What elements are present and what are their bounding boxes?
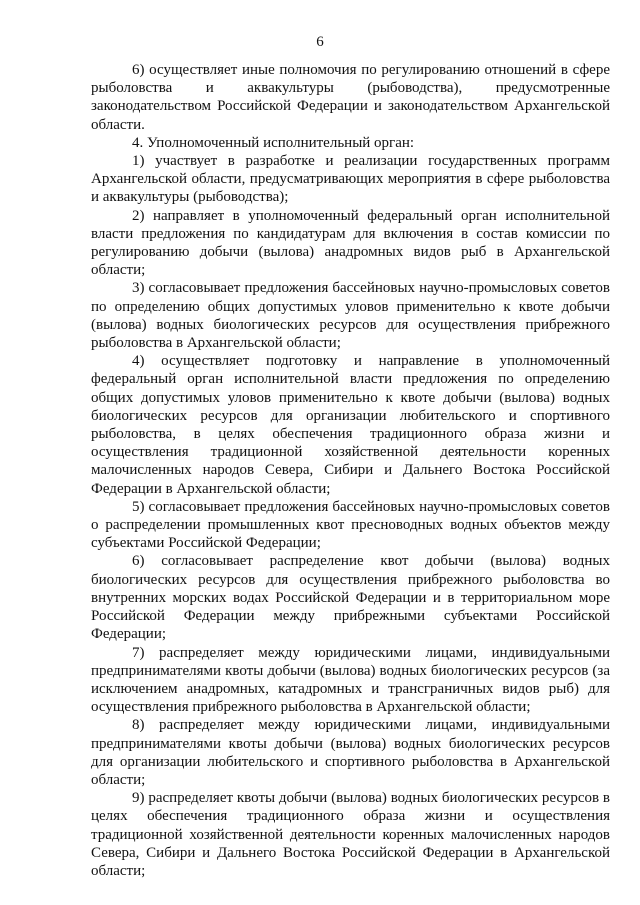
paragraph-item-6-other-powers: 6) осуществляет иные полномочия по регулированию отношений в сфере рыболовства и аквакультуры (рыбоводства), предусмотренные законодательством Российской Федерации и законодательством Архангельской области. [91,62,610,133]
paragraph-item-9: 9) распределяет квоты добычи (вылова) водных биологических ресурсов в целях обеспечения традиционного образа жизни и осуществления традиционной хозяйственной деятельности коренных малочисленных народов Севера, Сибири и Дальнего Востока Российской Федерации в Архангельской области; [91,790,610,879]
paragraph-item-3: 3) согласовывает предложения бассейновых научно-промысловых советов по определению общих допустимых уловов применительно к квоте добычи (вылова) водных биологических ресурсов для осуществления прибрежного рыболовства в Архангельской области; [91,280,610,352]
paragraph-item-8: 8) распределяет между юридическими лицами, индивидуальными предпринимателями квоты добычи (вылова) водных биологических ресурсов для организации любительского и спортивного рыболовства в Архангельской области; [91,717,610,788]
document-body [91,61,610,880]
paragraph-item-6: 6) согласовывает распределение квот добычи (вылова) водных биологических ресурсов для осуществления прибрежного рыболовства во внутренних морских водах Российской Федерации и в территориальном море Российской Федерации между прибрежными субъектами Российской Федерации; [91,553,610,643]
paragraph-item-2: 2) направляет в уполномоченный федеральный орган исполнительной власти предложения по кандидатурам для включения в состав комиссии по регулированию добычи (вылова) анадромных видов рыб в Архангельской области; [91,207,610,279]
paragraph-item-1: 1) участвует в разработке и реализации государственных программ Архангельской области, предусматривающих мероприятия в сфере рыболовства и аквакультуры (рыбоводства); [91,153,610,206]
paragraph-item-7: 7) распределяет между юридическими лицами, индивидуальными предпринимателями квоты добычи (вылова) водных биологических ресурсов (за исключением анадромных, катадромных и трансграничных видов рыб) для осуществления прибрежного рыболовства в Архангельской области; [91,644,610,716]
page-number: 6 [316,34,324,50]
paragraph-item-4: 4) осуществляет подготовку и направление в уполномоченный федеральный орган исполнительной власти предложения по определению общих допустимых уловов применительно к квоте добычи (вылова) водных биологических ресурсов для организации любительского и спортивного рыболовства, в целях обеспечения традиционного образа жизни и осуществления традиционной хозяйственной деятельности коренных малочисленных народов Севера, Сибири и Дальнего Востока Российской Федерации в Архангельской области; [91,353,610,497]
paragraph-section-4-heading: 4. Уполномоченный исполнительный орган: [132,134,415,151]
paragraph-item-5: 5) согласовывает предложения бассейновых научно-промысловых советов о распределении промышленных квот пресноводных водных объектов между субъектами Российской Федерации; [91,498,610,552]
